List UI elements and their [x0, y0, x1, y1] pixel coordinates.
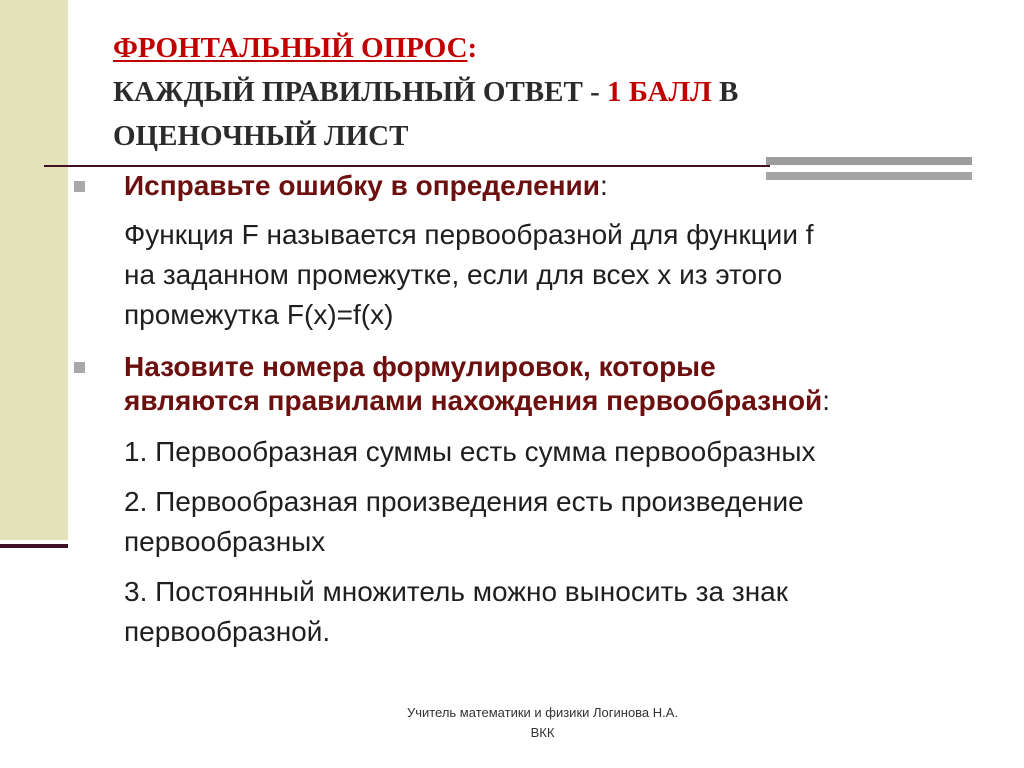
definition-line: на заданном промежутке, если для всех х из этого — [124, 259, 783, 290]
bullet-item-1 — [124, 165, 1004, 335]
title-line-2-part1: КАЖДЫЙ ПРАВИЛЬНЫЙ ОТВЕТ - — [113, 76, 607, 108]
definition-line: промежутка F(x)=f(x) — [124, 299, 394, 330]
slide-content — [124, 165, 1004, 652]
title-line-3: ОЦЕНОЧНЫЙ ЛИСТ — [113, 120, 409, 152]
title-line-1 — [113, 26, 973, 70]
item-2-heading-line: Назовите номера формулировок, которые — [124, 351, 716, 382]
option-line: первообразных — [124, 526, 326, 557]
title-score-highlight: 1 БАЛЛ — [607, 76, 712, 108]
item-2-heading-line: являются правилами нахождения первообразной — [124, 385, 823, 416]
slide-title — [113, 26, 973, 158]
item-1-heading — [124, 169, 1004, 203]
title-underlined-text: ФРОНТАЛЬНЫЙ ОПРОС — [113, 32, 468, 64]
slide-footer — [0, 703, 1024, 743]
item-1-definition — [124, 215, 1004, 335]
option-line: 3. Постоянный множитель можно выносить за знак — [124, 576, 788, 607]
left-decor-line — [0, 544, 68, 548]
item-2-heading-colon: : — [822, 385, 831, 416]
bullet-square-icon — [74, 362, 85, 373]
bullet-item-2 — [124, 350, 1004, 652]
decor-gray-bar-top — [766, 157, 972, 165]
footer-author: Учитель математики и физики Логинова Н.А. — [406, 705, 679, 720]
bullet-square-icon — [74, 181, 85, 192]
item-2-heading — [124, 350, 1004, 418]
option-line: 2. Первообразная произведения есть произведение — [124, 486, 804, 517]
title-line-2 — [113, 76, 738, 108]
item-1-heading-colon: : — [600, 170, 608, 201]
option-line: 1. Первообразная суммы есть сумма первообразных — [124, 436, 816, 467]
title-colon: : — [467, 32, 478, 64]
definition-line: Функция F называется первообразной для функции f — [124, 219, 814, 250]
left-decor-band — [0, 0, 68, 540]
item-1-heading-text: Исправьте ошибку в определении — [124, 170, 600, 201]
item-2-options — [124, 432, 1004, 652]
footer-category: ВКК — [530, 725, 555, 740]
option-line: первообразной. — [124, 616, 331, 647]
title-line-2-part2: В — [711, 76, 739, 108]
